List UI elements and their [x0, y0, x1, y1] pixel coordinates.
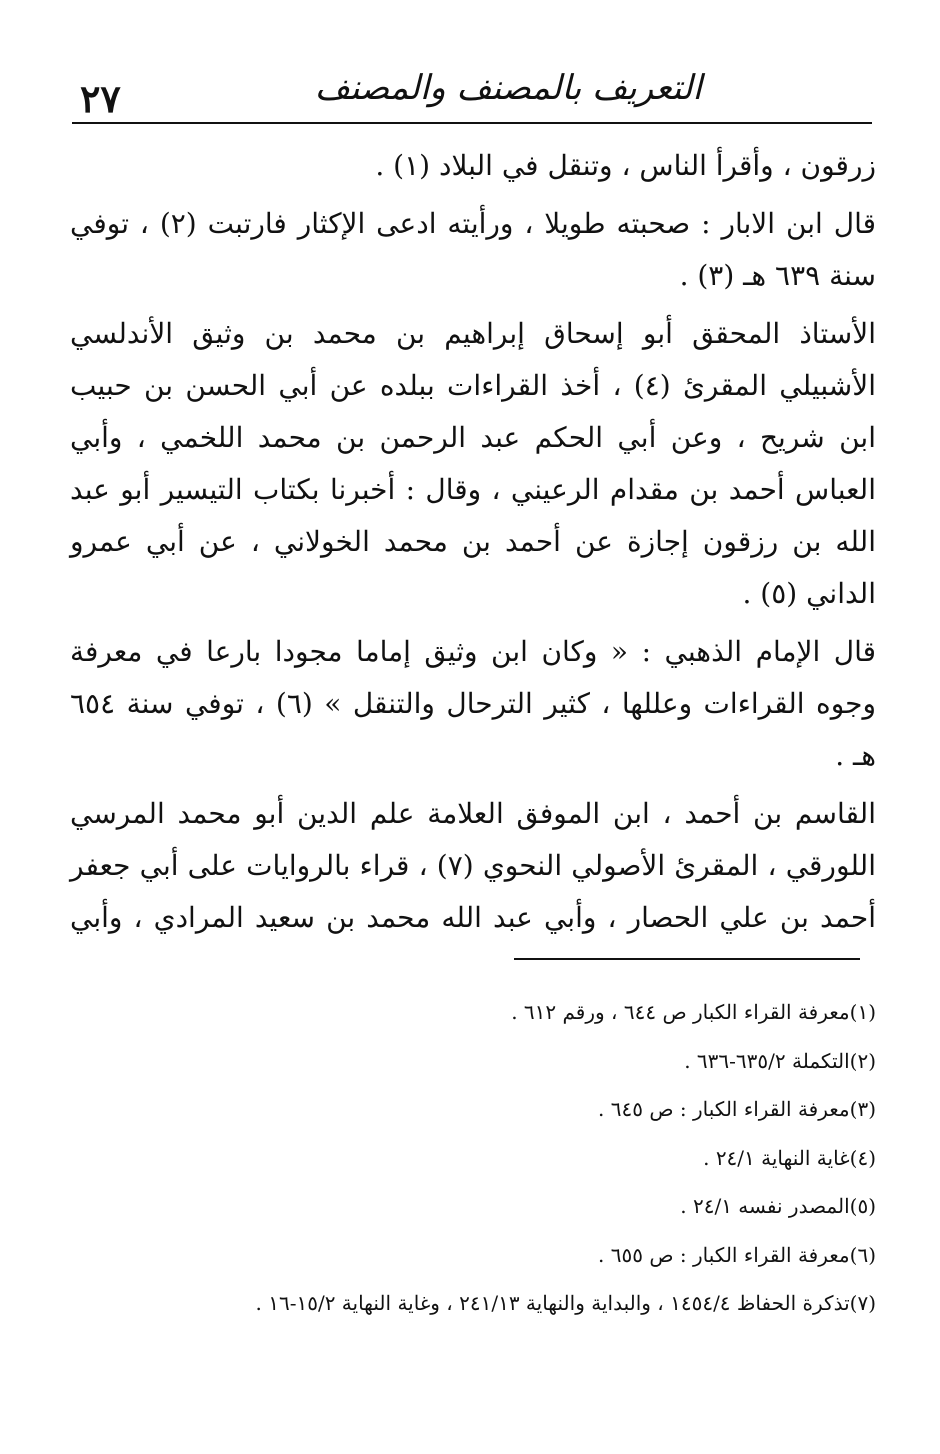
paragraph: قال ابن الابار : صحبته طويلا ، ورأيته ادعى الإكثار فارتبت (٢) ، توفي سنة ٦٣٩ هـ (٣) .: [70, 207, 876, 292]
footnote: (١)معرفة القراء الكبار ص ٦٤٤ ، ورقم ٦١٢ .: [511, 1000, 876, 1024]
footnotes-list: [90, 988, 876, 1328]
page-header: [72, 62, 872, 124]
footnote: (٦)معرفة القراء الكبار : ص ٦٥٥ .: [598, 1242, 876, 1267]
paragraph: زرقون ، وأقرأ الناس ، وتنقل في البلاد (١) .: [375, 149, 876, 182]
main-text: [70, 140, 876, 950]
footnote-separator: [514, 958, 860, 960]
footnote: (٤)غاية النهاية ٢٤/١ .: [703, 1145, 876, 1170]
running-title: التعريف بالمصنف والمصنف: [314, 68, 702, 108]
footnote: (٢)التكملة ٦٣٥/٢-٦٣٦ .: [684, 1048, 876, 1073]
footnote: (٧)تذكرة الحفاظ ١٤٥٤/٤ ، والبداية والنهاية ٢٤١/١٣ ، وغاية النهاية ١٥/٢-١٦ .: [255, 1291, 876, 1315]
paragraph: القاسم بن أحمد ، ابن الموفق العلامة علم الدين أبو محمد المرسي اللورقي ، المقرئ الأصولي النحوي (٧) ، قراء بالروايات على أبي جعفر أحمد بن علي الحصار ، وأبي عبد الله محمد بن سعيد المرادي ، وأبي: [70, 797, 876, 934]
footnote: (٥)المصدر نفسه ٢٤/١ .: [680, 1194, 876, 1218]
paragraph: قال الإمام الذهبي : « وكان ابن وثيق إماما مجودا بارعا في معرفة وجوه القراءات وعللها ، كثير الترحال والتنقل » (٦) ، توفي سنة ٦٥٤ هـ .: [70, 635, 876, 772]
header-rule: [72, 122, 872, 124]
footnote: (٣)معرفة القراء الكبار : ص ٦٤٥ .: [598, 1097, 876, 1121]
paragraph: الأستاذ المحقق أبو إسحاق إبراهيم بن محمد بن وثيق الأندلسي الأشبيلي المقرئ (٤) ، أخذ القراءات ببلده عن أبي الحسن بن حبيب ابن شريح ، وعن أبي الحكم عبد الرحمن بن محمد اللخمي ، وأبي العباس أحمد بن مقدام الرعيني ، وقال : أخبرنا بكتاب التيسير أبو عبد الله بن رزقون إجازة عن أحمد بن محمد الخولاني ، عن أبي عمرو الداني (٥) .: [70, 317, 877, 610]
page-number: ٢٧: [80, 76, 121, 121]
